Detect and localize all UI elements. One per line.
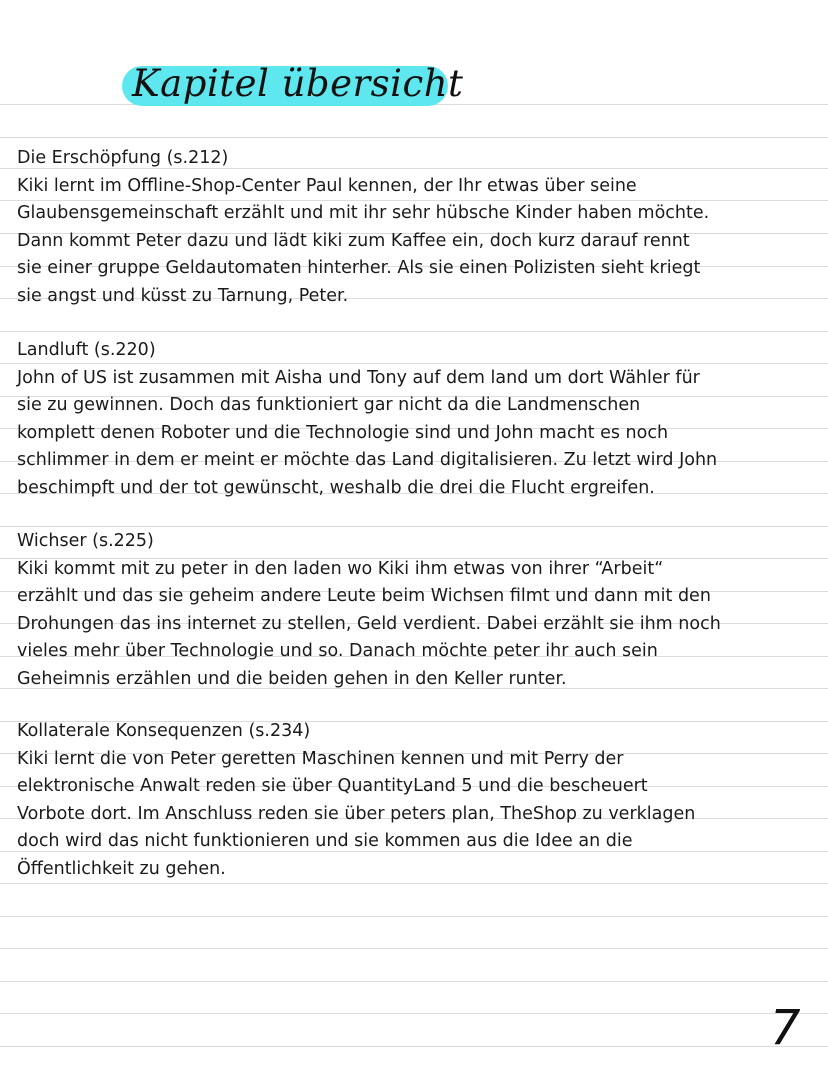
chapter-text-line: John of US ist zusammen mit Aisha und Tony auf dem land um dort Wähler für (17, 367, 700, 388)
chapter-text-line: Öffentlichkeit zu gehen. (17, 858, 226, 879)
chapter-section (17, 145, 807, 310)
page-number: 7 (770, 1000, 801, 1056)
ruled-line (0, 331, 828, 332)
chapter-text-line: schlimmer in dem er meint er möchte das Land digitalisieren. Zu letzt wird John (17, 450, 718, 470)
chapter-heading: Wichser (s.225) (17, 531, 154, 551)
chapter-text-line: Kiki kommt mit zu peter in den laden wo Kiki ihm etwas von ihrer “Arbeit“ (17, 558, 664, 579)
chapter-section (17, 718, 807, 883)
chapter-text-line: beschimpft und der tot gewünscht, weshalb die drei die Flucht ergreifen. (17, 477, 655, 498)
chapter-section (17, 337, 807, 502)
ruled-line (0, 883, 828, 884)
chapter-text-line: Dann kommt Peter dazu und lädt kiki zum Kaffee ein, doch kurz darauf rennt (17, 230, 690, 251)
ruled-line (0, 916, 828, 917)
ruled-line (0, 526, 828, 527)
chapter-text-line: sie angst und küsst zu Tarnung, Peter. (17, 285, 349, 306)
chapter-text-line: doch wird das nicht funktionieren und sie kommen aus die Idee an die (17, 831, 633, 851)
ruled-line (0, 1013, 828, 1014)
chapter-text-line: komplett denen Roboter und die Technologie sind und John macht es noch (17, 422, 669, 443)
chapter-text-line: elektronische Anwalt reden sie über QuantityLand 5 und die bescheuert (17, 776, 648, 796)
page-title-block (122, 56, 464, 112)
ruled-line (0, 981, 828, 982)
ruled-line (0, 137, 828, 138)
chapter-text-line: Vorbote dort. Im Anschluss reden sie über peters plan, TheShop zu verklagen (17, 803, 696, 824)
chapter-text-line: sie einer gruppe Geldautomaten hinterher. Als sie einen Polizisten sieht kriegt (17, 258, 701, 278)
ruled-line (0, 1046, 828, 1047)
chapter-heading: Landluft (s.220) (17, 340, 156, 360)
chapter-text-line: Glaubensgemeinschaft erzählt und mit ihr sehr hübsche Kinder haben möchte. (17, 203, 710, 223)
chapter-heading: Die Erschöpfung (s.212) (17, 148, 229, 168)
chapter-section (17, 528, 807, 693)
page-title: Kapitel übersicht (132, 62, 464, 105)
chapter-text-line: Kiki lernt die von Peter geretten Maschinen kennen und mit Perry der (17, 748, 624, 769)
chapter-text-line: Drohungen das ins internet zu stellen, Geld verdient. Dabei erzählt sie ihm noch (17, 613, 721, 634)
chapter-text-line: vieles mehr über Technologie und so. Danach möchte peter ihr auch sein (17, 641, 658, 661)
ruled-line (0, 948, 828, 949)
chapter-text-line: erzählt und das sie geheim andere Leute beim Wichsen filmt und dann mit den (17, 586, 711, 606)
chapter-heading: Kollaterale Konsequenzen (s.234) (17, 721, 311, 741)
chapter-text-line: Kiki lernt im Offline-Shop-Center Paul kennen, der Ihr etwas über seine (17, 175, 637, 196)
chapter-text-line: sie zu gewinnen. Doch das funktioniert gar nicht da die Landmenschen (17, 395, 641, 415)
chapter-text-line: Geheimnis erzählen und die beiden gehen in den Keller runter. (17, 668, 567, 689)
